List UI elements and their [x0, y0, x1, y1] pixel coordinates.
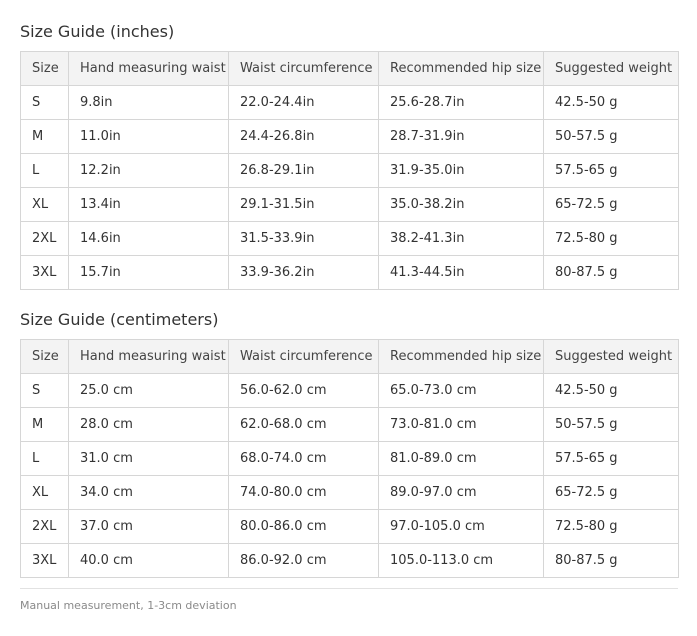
cell-waist-circumference: 26.8-29.1in: [229, 154, 379, 188]
cell-size: L: [21, 442, 69, 476]
cell-recommended-hip-size: 65.0-73.0 cm: [379, 374, 544, 408]
cell-suggested-weight: 57.5-65 g: [544, 442, 679, 476]
cell-hand-measuring-waist: 25.0 cm: [69, 374, 229, 408]
table-row: [21, 544, 679, 578]
cell-hand-measuring-waist: 15.7in: [69, 256, 229, 290]
cell-suggested-weight: 80-87.5 g: [544, 256, 679, 290]
cell-hand-measuring-waist: 40.0 cm: [69, 544, 229, 578]
cell-hand-measuring-waist: 28.0 cm: [69, 408, 229, 442]
cell-recommended-hip-size: 25.6-28.7in: [379, 86, 544, 120]
cell-size: M: [21, 408, 69, 442]
size-guide-centimeters-title: Size Guide (centimeters): [20, 310, 219, 329]
table-row: [21, 188, 679, 222]
cell-size: M: [21, 120, 69, 154]
cell-size: 2XL: [21, 510, 69, 544]
cell-recommended-hip-size: 31.9-35.0in: [379, 154, 544, 188]
cell-recommended-hip-size: 28.7-31.9in: [379, 120, 544, 154]
cell-size: S: [21, 374, 69, 408]
cell-hand-measuring-waist: 9.8in: [69, 86, 229, 120]
table-row: [21, 374, 679, 408]
cell-suggested-weight: 42.5-50 g: [544, 374, 679, 408]
cell-waist-circumference: 33.9-36.2in: [229, 256, 379, 290]
column-header-size: Size: [21, 52, 69, 86]
column-header-hand-measuring-waist: Hand measuring waist: [69, 52, 229, 86]
cell-hand-measuring-waist: 13.4in: [69, 188, 229, 222]
table-header-row: [21, 52, 679, 86]
cell-hand-measuring-waist: 11.0in: [69, 120, 229, 154]
column-header-size: Size: [21, 340, 69, 374]
cell-size: XL: [21, 476, 69, 510]
cell-waist-circumference: 24.4-26.8in: [229, 120, 379, 154]
cell-suggested-weight: 80-87.5 g: [544, 544, 679, 578]
cell-recommended-hip-size: 89.0-97.0 cm: [379, 476, 544, 510]
column-header-recommended-hip-size: Recommended hip size: [379, 52, 544, 86]
size-guide-inches-title: Size Guide (inches): [20, 22, 175, 41]
table-row: [21, 256, 679, 290]
table-row: [21, 476, 679, 510]
cell-hand-measuring-waist: 31.0 cm: [69, 442, 229, 476]
cell-recommended-hip-size: 41.3-44.5in: [379, 256, 544, 290]
cell-suggested-weight: 65-72.5 g: [544, 188, 679, 222]
size-table-centimeters: [20, 339, 679, 578]
cell-size: 2XL: [21, 222, 69, 256]
cell-recommended-hip-size: 105.0-113.0 cm: [379, 544, 544, 578]
cell-recommended-hip-size: 38.2-41.3in: [379, 222, 544, 256]
cell-waist-circumference: 31.5-33.9in: [229, 222, 379, 256]
cell-waist-circumference: 74.0-80.0 cm: [229, 476, 379, 510]
table-row: [21, 154, 679, 188]
cell-recommended-hip-size: 35.0-38.2in: [379, 188, 544, 222]
cell-suggested-weight: 50-57.5 g: [544, 120, 679, 154]
cell-hand-measuring-waist: 14.6in: [69, 222, 229, 256]
cell-recommended-hip-size: 97.0-105.0 cm: [379, 510, 544, 544]
cell-waist-circumference: 22.0-24.4in: [229, 86, 379, 120]
cell-size: L: [21, 154, 69, 188]
cell-waist-circumference: 56.0-62.0 cm: [229, 374, 379, 408]
cell-suggested-weight: 42.5-50 g: [544, 86, 679, 120]
table-row: [21, 86, 679, 120]
cell-suggested-weight: 72.5-80 g: [544, 222, 679, 256]
column-header-hand-measuring-waist: Hand measuring waist: [69, 340, 229, 374]
column-header-waist-circumference: Waist circumference: [229, 340, 379, 374]
measurement-footnote: Manual measurement, 1-3cm deviation: [20, 588, 678, 612]
table-row: [21, 120, 679, 154]
cell-suggested-weight: 50-57.5 g: [544, 408, 679, 442]
table-header-row: [21, 340, 679, 374]
cell-waist-circumference: 62.0-68.0 cm: [229, 408, 379, 442]
cell-recommended-hip-size: 81.0-89.0 cm: [379, 442, 544, 476]
cell-size: S: [21, 86, 69, 120]
cell-waist-circumference: 29.1-31.5in: [229, 188, 379, 222]
cell-hand-measuring-waist: 37.0 cm: [69, 510, 229, 544]
cell-waist-circumference: 80.0-86.0 cm: [229, 510, 379, 544]
cell-hand-measuring-waist: 34.0 cm: [69, 476, 229, 510]
cell-recommended-hip-size: 73.0-81.0 cm: [379, 408, 544, 442]
column-header-recommended-hip-size: Recommended hip size: [379, 340, 544, 374]
table-row: [21, 510, 679, 544]
table-row: [21, 442, 679, 476]
cell-waist-circumference: 68.0-74.0 cm: [229, 442, 379, 476]
table-row: [21, 408, 679, 442]
cell-size: 3XL: [21, 544, 69, 578]
cell-suggested-weight: 65-72.5 g: [544, 476, 679, 510]
cell-size: XL: [21, 188, 69, 222]
column-header-suggested-weight: Suggested weight: [544, 340, 679, 374]
cell-size: 3XL: [21, 256, 69, 290]
table-row: [21, 222, 679, 256]
cell-suggested-weight: 57.5-65 g: [544, 154, 679, 188]
cell-suggested-weight: 72.5-80 g: [544, 510, 679, 544]
size-table-inches: [20, 51, 679, 290]
column-header-waist-circumference: Waist circumference: [229, 52, 379, 86]
cell-waist-circumference: 86.0-92.0 cm: [229, 544, 379, 578]
cell-hand-measuring-waist: 12.2in: [69, 154, 229, 188]
column-header-suggested-weight: Suggested weight: [544, 52, 679, 86]
